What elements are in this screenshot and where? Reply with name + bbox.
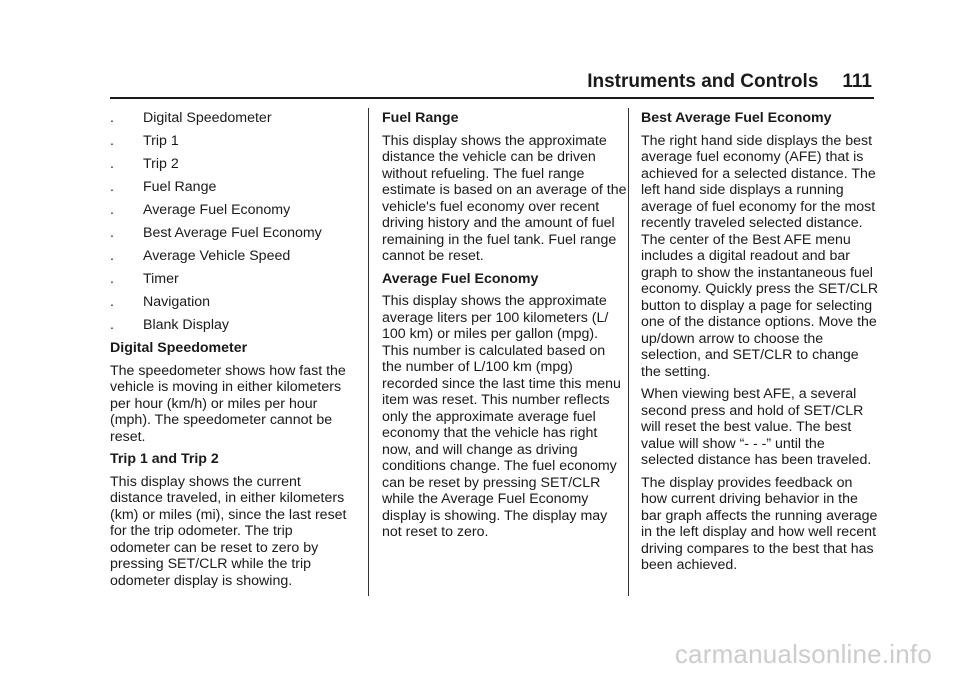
bullet-icon: . — [110, 248, 114, 264]
page-number: 111 — [842, 71, 872, 92]
list-item: . Digital Speedometer — [110, 110, 272, 126]
bullet-icon: . — [110, 202, 114, 218]
fuel-range-text: This display shows the approximate distance the vehicle can be driven without refueling. The fuel range estimate is based on an average of the vehicle's fuel economy over recent driving history and the amount of fuel remaining in the fuel tank. Fuel range cannot be reset. — [382, 132, 627, 264]
page-header — [110, 70, 872, 94]
best-afe-paragraph-3: The display provides feedback on how current driving behavior in the bar graph affects the running average in the left display and how well recent driving compares to the best that has been achieved. — [641, 474, 878, 573]
average-fuel-economy-heading: Average Fuel Economy — [382, 270, 539, 287]
bullet-icon: . — [110, 294, 114, 310]
best-afe-paragraph-2: When viewing best AFE, a several second press and hold of SET/CLR will reset the best value. The best value will show “- - -” until the selected distance has been traveled. — [641, 386, 872, 468]
header-rule — [110, 97, 874, 99]
bullet-icon: . — [110, 225, 114, 241]
fuel-range-heading: Fuel Range — [382, 110, 459, 126]
list-item: . Trip 1 — [110, 133, 179, 149]
list-item: . Blank Display — [110, 317, 229, 333]
list-item: . Best Average Fuel Economy — [110, 225, 322, 241]
watermark: carmanualsonline.info — [674, 639, 932, 669]
list-item: . Timer — [110, 271, 179, 287]
column-2 — [382, 110, 627, 547]
best-average-fuel-economy-heading: Best Average Fuel Economy — [641, 110, 832, 126]
bullet-icon: . — [110, 179, 114, 195]
digital-speedometer-heading: Digital Speedometer — [110, 340, 248, 356]
bullet-icon: . — [110, 156, 114, 172]
best-afe-paragraph-1: The right hand side displays the best average fuel economy (AFE) that is achieved for a selected distance. The left hand side displays a running average of fuel economy for the most recently traveled selected distance. The center of the Best AFE menu includes a digital readout and bar graph to show the instantaneous fuel economy. Quickly press the SET/CLR button to display a page for selecting one of the distance options. Move the up/down arrow to choose the selection, and SET/CLR to change the setting. — [641, 132, 879, 380]
list-item: . Navigation — [110, 294, 211, 310]
list-item: . Fuel Range — [110, 179, 217, 195]
section-title: Instruments and Controls — [587, 71, 819, 92]
list-item: . Trip 2 — [110, 156, 179, 172]
column-1 — [110, 110, 355, 595]
bullet-icon: . — [110, 133, 114, 149]
list-item: . Average Fuel Economy — [110, 202, 291, 218]
trip-heading: Trip 1 and Trip 2 — [110, 451, 219, 467]
digital-speedometer-text: The speedometer shows how fast the vehicle is moving in either kilometers per hour (km/h) or miles per hour (mph). The speedometer cannot be reset. — [110, 362, 346, 445]
column-divider — [628, 108, 629, 596]
column-3 — [641, 110, 881, 580]
bullet-icon: . — [110, 110, 114, 126]
display-options-list — [110, 110, 355, 334]
trip-text: This display shows the current distance traveled, in either kilometers (km) or miles (mi), since the last reset for the trip odometer. The trip odometer can be reset to zero by pressing SET/CLR while the trip odometer display is showing. — [110, 473, 347, 589]
bullet-icon: . — [110, 271, 114, 287]
bullet-icon: . — [110, 317, 114, 333]
column-divider — [368, 108, 369, 596]
list-item: . Average Vehicle Speed — [110, 248, 291, 264]
average-fuel-economy-text: This display shows the approximate average liters per 100 kilometers (L/ 100 km) or miles per gallon (mpg). This number is calculated based on the number of L/100 km (mpg) recorded since the last time this menu item was reset. This number reflects only the approximate average fuel economy that the vehicle has right now, and will change as driving conditions change. The fuel economy can be reset by pressing SET/CLR while the Average Fuel Economy display is showing. The display may not reset to zero. — [382, 293, 621, 540]
